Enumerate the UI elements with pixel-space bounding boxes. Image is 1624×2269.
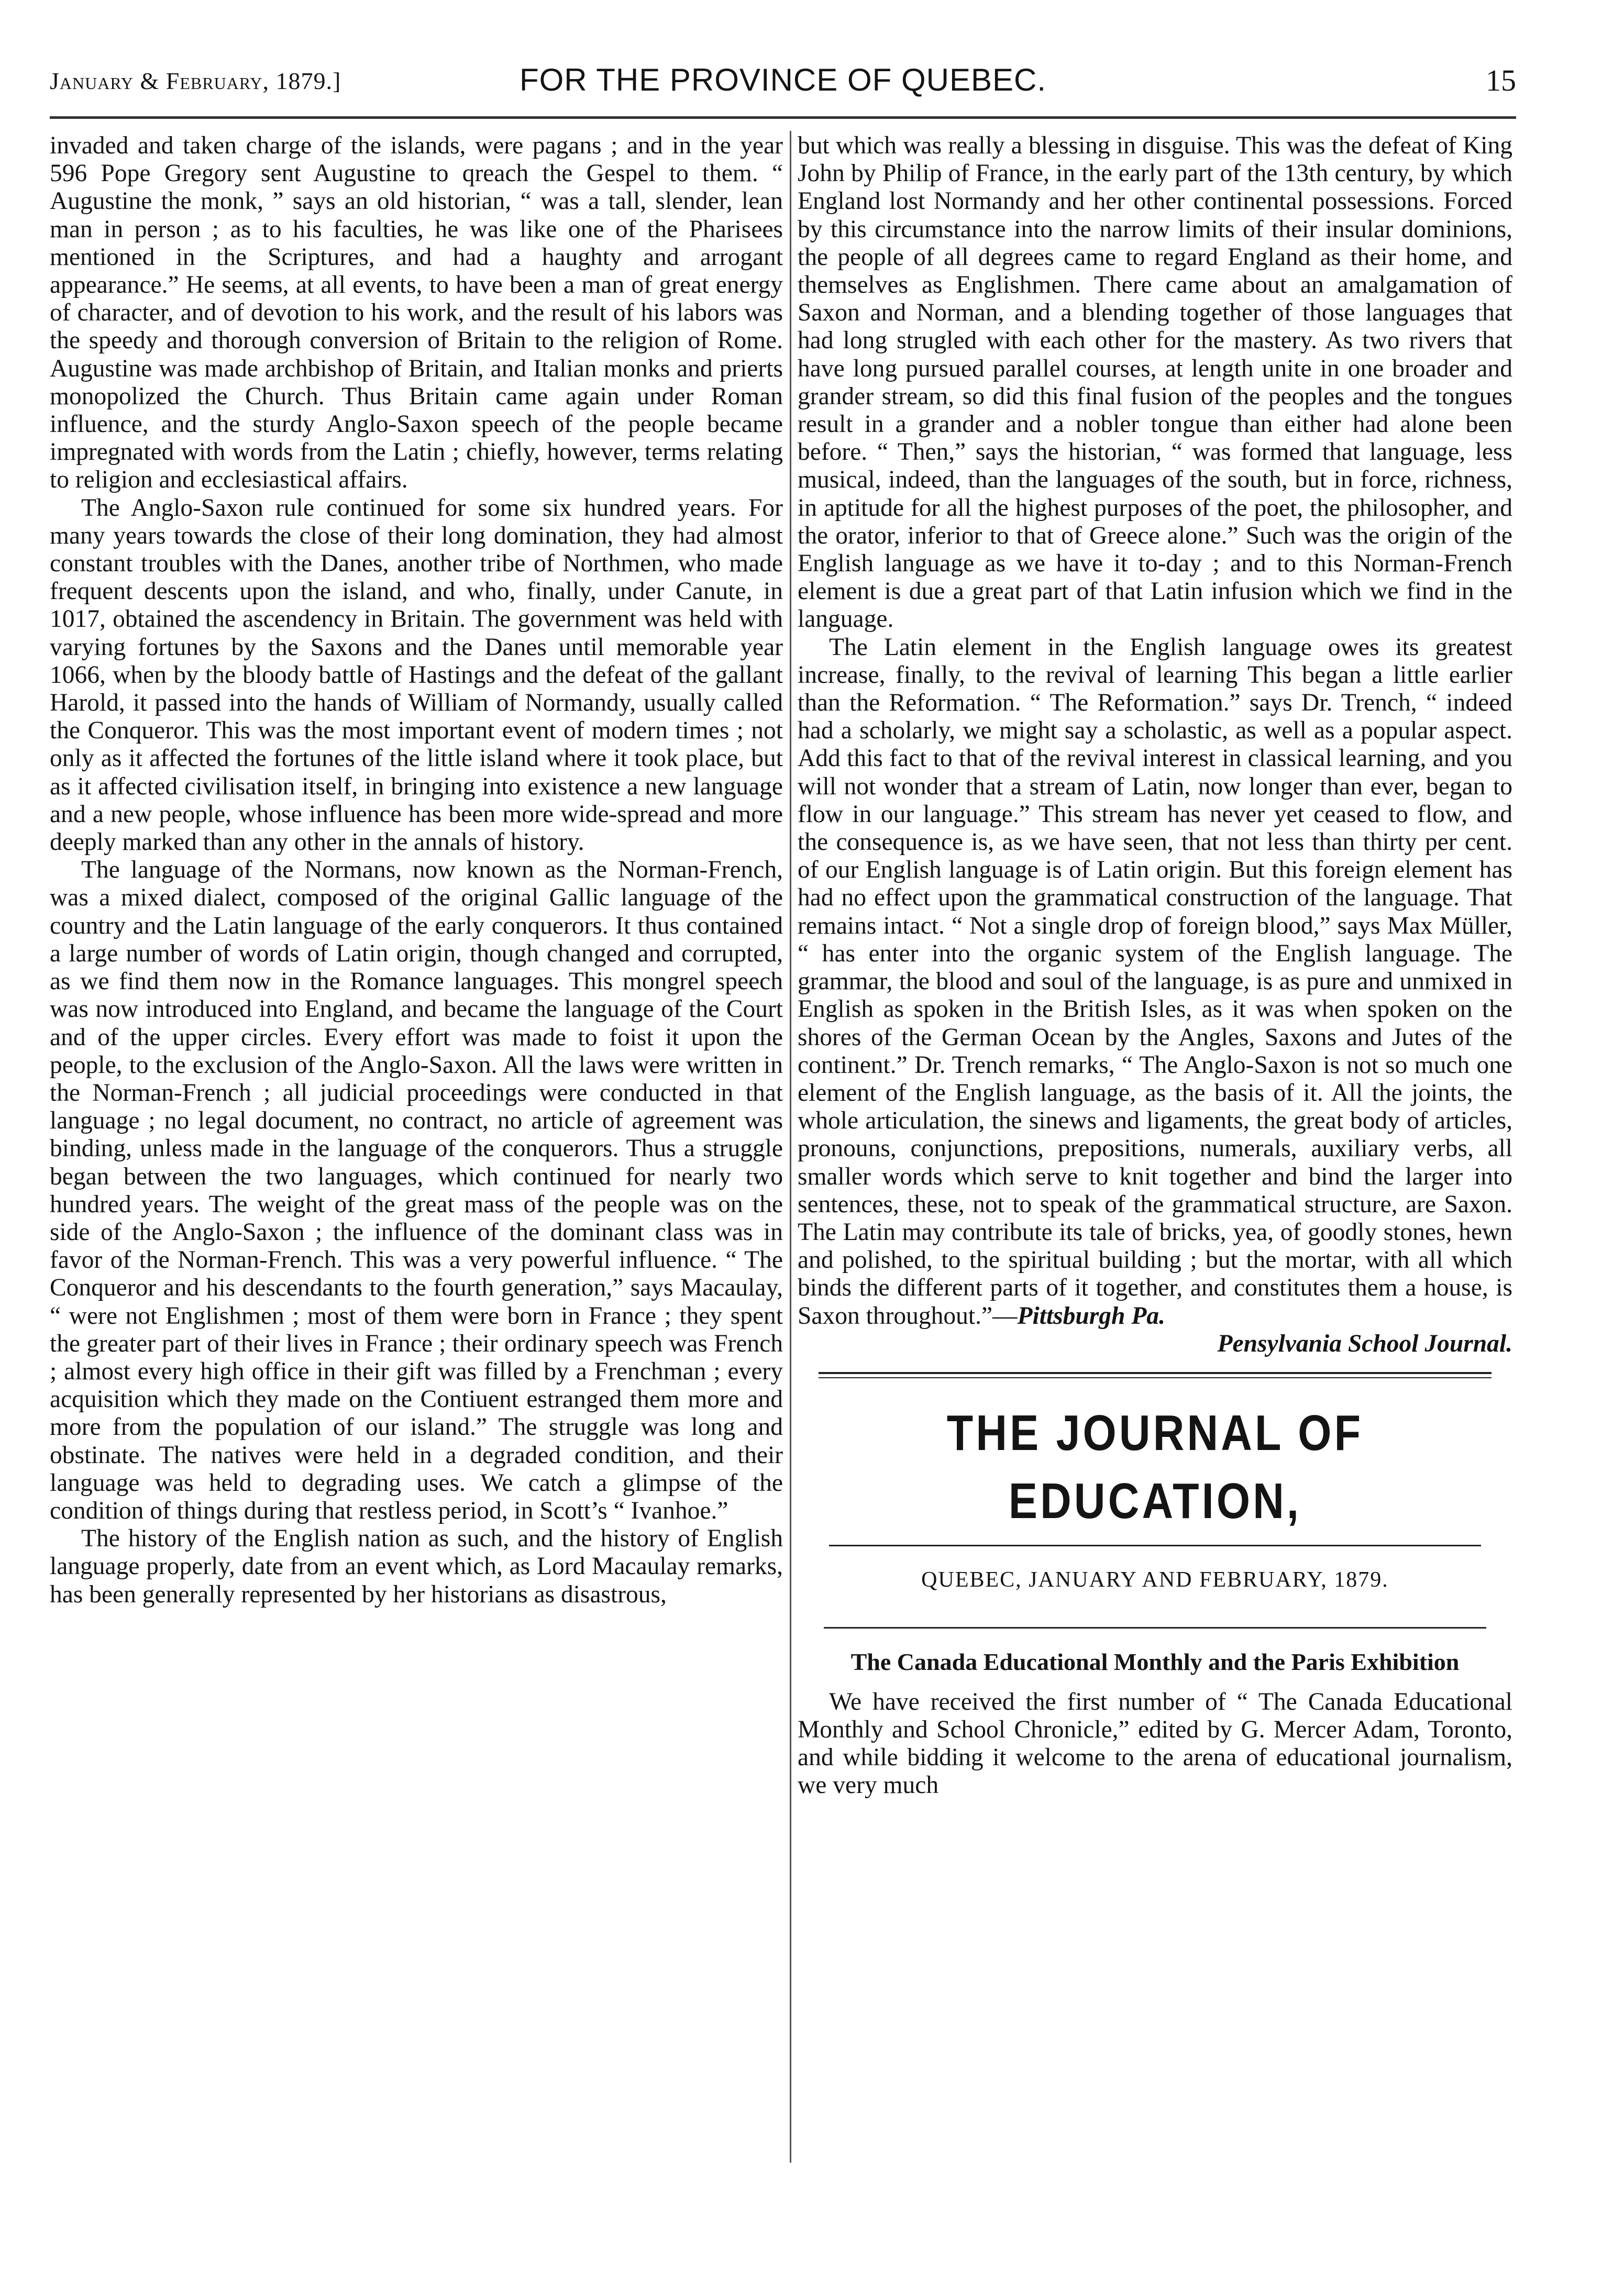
header-rule [50,116,1516,119]
paragraph: We have received the first number of “ The Canada Educational Monthly and School Chronicle,” edited by G. Mercer Adam, Toronto, and while bidding it welcome to the arena of educational journalism, we very much [798,1688,1512,1799]
running-header [50,58,1516,105]
dateline: QUEBEC, JANUARY AND FEBRUARY, 1879. [921,1567,1389,1592]
paragraph: The language of the Normans, now known as the Norman-French, was a mixed dialect, composed of the original Gallic language of the country and the Latin language of the early conquerors. It thus contained a large number of words of Latin origin, though changed and corrupted, as we find them now in the Romance languages. This mongrel speech was now introduced into England, and became the language of the Court and of the upper circles. Every effort was made to foist it upon the people, to the exclusion of the Anglo-Saxon. All the laws were written in the Norman-French ; all judicial proceedings were conducted in that language ; no legal document, no contract, no article of agreement was binding, unless made in the language of the conquerors. Thus a struggle began between the two languages, which continued for nearly two hundred years. The weight of the great mass of the people was on the side of the Anglo-Saxon ; the influence of the dominant class was in favor of the Norman-French. This was a very powerful influence. “ The Conqueror and his descendants to the fourth generation,” says Macaulay, “ were not Englishmen ; most of them were born in France ; they spent the greater part of their lives in France ; their ordinary speech was French ; almost every high office in their gift was filled by a Frenchman ; every acquisition which they made on the Contiuent estranged them more and more from the population of our island.” The struggle was long and obstinate. The natives were held in a degraded condition, and their language was held to degrading uses. We catch a glimpse of the condition of things during that restless period, in Scott’s “ Ivanhoe.” [50,856,783,1524]
right-column [798,132,1512,2169]
source-credit [798,1330,1512,1357]
source-journal: Pensylvania School Journal. [1217,1330,1512,1357]
paragraph: invaded and taken charge of the islands, were pagans ; and in the year 596 Pope Gregory sent Augustine to qreach the Gespel to them. “ Augustine the monk, ” says an old historian, “ was a tall, slender, lean man in person ; as to his faculties, he was like one of the Pharisees mentioned in the Scriptures, and had a haughty and arrogant appearance.” He seems, at all events, to have been a man of great energy of character, and of devotion to his work, and the result of his labors was the speedy and thorough conversion of Britain to the religion of Rome. Augustine was made archbishop of Britain, and Italian monks and prierts monopolized the Church. Thus Britain came again under Roman influence, and the sturdy Anglo-Saxon speech of the people became impregnated with words from the Latin ; chiefly, however, terms relating to religion and ecclesiastical affairs. [50,132,783,494]
paragraph: but which was really a blessing in disguise. This was the defeat of King John by Philip of France, in the early part of the 13th century, by which England lost Normandy and her other continental possessions. Forced by this circumstance into the narrow limits of their insular dominions, the people of all degrees came to regard England as their home, and themselves as Englishmen. There came about an amalgamation of Saxon and Norman, and a blending together of those languages that had long strugled with each other for the mastery. As two rivers that have long pursued parallel courses, at length unite in one broader and grander stream, so did this final fusion of the peoples and the tongues result in a grander and a nobler tongue than either had alone been before. “ Then,” says the historian, “ was formed that language, less musical, indeed, than the languages of the south, but in force, richness, in aptitude for all the highest purposes of the poet, the philosopher, and the orator, inferior to that of Greece alone.” Such was the origin of the English language as we have it to-day ; and to this Norman-French element is due a great part of that Latin infusion which we find in the language. [798,132,1512,633]
paragraph: The history of the English nation as such, and the history of English language properly, date from an event which, as Lord Macaulay remarks, has been generally represented by her historians as disastrous, [50,1525,783,1608]
article-title: The Canada Educational Monthly and the Paris Exhibition [850,1648,1460,1675]
left-column [50,132,783,2169]
paragraph [798,634,1512,1330]
header-title: FOR THE PROVINCE OF QUEBEC. [519,62,1046,97]
column-divider [790,131,791,2163]
page-number: 15 [1486,63,1516,97]
paragraph: The Anglo-Saxon rule continued for some six hundred years. For many years towards the close of their long domination, they had almost constant troubles with the Danes, another tribe of Northmen, who made frequent descents upon the island, and who, finally, under Canute, in 1017, obtained the ascendency in Britain. The government was held with varying fortunes by the Saxons and the Danes until memorable year 1066, when by the bloody battle of Hastings and the defeat of the gallant Harold, it passed into the hands of William of Normandy, usually called the Conqueror. This was the most important event of modern times ; not only as it affected the fortunes of the little island where it took place, but as it affected civilisation itself, in bringing into existence a new language and a new people, whose influence has been more wide-spread and more deeply marked than any other in the annals of history. [50,494,783,856]
journal-title: THE JOURNAL OF EDUCATION, [946,1404,1364,1529]
paragraph-text: The Latin element in the English language owes its greatest increase, finally, to the revival of learning This began a little earlier than the Reformation. “ The Reformation.” says Dr. Trench, “ indeed had a scholarly, we might say a scholastic, as well as a popular aspect. Add this fact to that of the revival interest in classical learning, and you will not wonder that a stream of Latin, now longer than ever, began to flow in our language.” This stream has never yet ceased to flow, and the consequence is, as we have seen, that not less than thirty per cent. of our English language is of Latin origin. But this foreign element has had no effect upon the grammatical construction of the language. That remains intact. “ Not a single drop of foreign blood,” says Max Müller, “ has enter into the organic system of the English language. The grammar, the blood and soul of the language, is as pure and unmixed in English as spoken in the British Isles, as it was when spoken on the shores of the German Ocean by the Angles, Saxons and Jutes of the continent.” Dr. Trench remarks, “ The Anglo-Saxon is not so much one element of the English language, as the basis of it. All the joints, the whole articulation, the sinews and ligaments, the great body of articles, pronouns, conjunctions, prepositions, numerals, auxiliary verbs, all smaller words which serve to knit together and bind the larger into sentences, these, not to speak of the grammatical structure, are Saxon. The Latin may contribute its tale of bricks, yea, of goodly stones, hewn and polished, to the spiritual building ; but the mortar, with all which binds the different parts of it together, and constitutes them a house, is Saxon throughout.”— [798,633,1512,1330]
source-city: Pittsburgh Pa. [1017,1302,1165,1330]
title-rule [829,1545,1481,1546]
masthead-rule [819,1372,1492,1378]
section-rule [824,1627,1486,1629]
header-date: January & February, 1879.] [50,68,341,94]
